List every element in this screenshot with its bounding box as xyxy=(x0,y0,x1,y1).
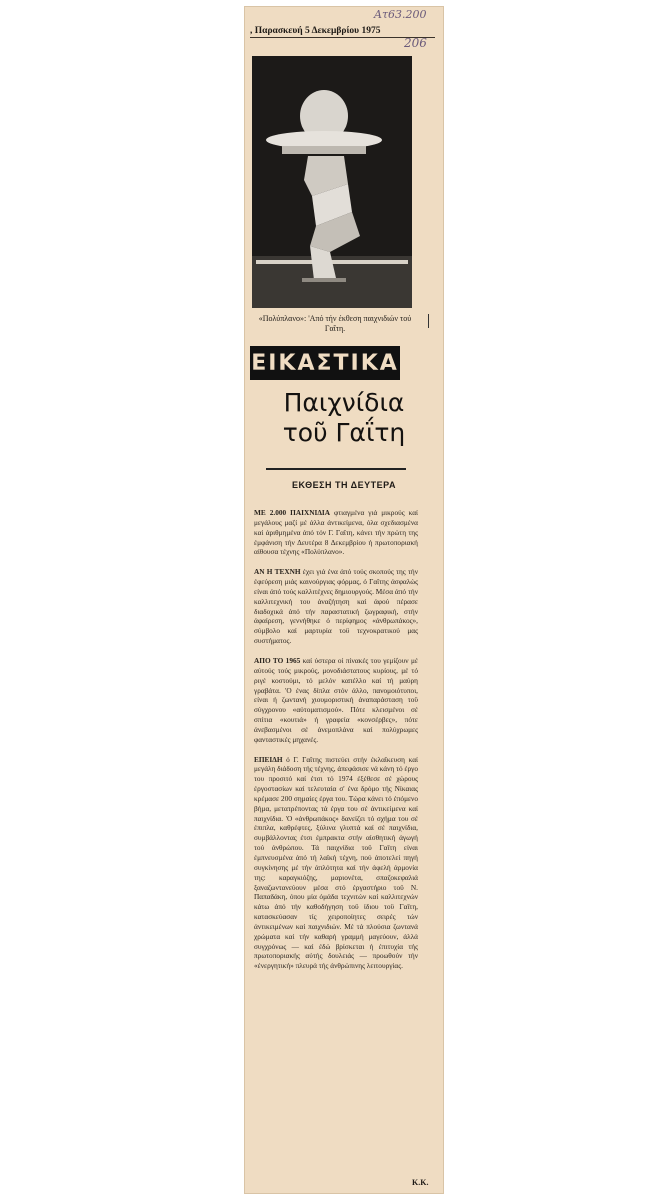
caption-mark xyxy=(428,314,429,328)
handwritten-page-number: 206 xyxy=(404,36,427,50)
paragraph-text: καί ύστερα οί πίνακές του γεμίζουν μέ αύτούς τούς μικρούς, μονοδιάστατους κυρίους, μέ τό ριγέ κοστούμι, τό μελόν καπέλλο καί τή μαύρη γραβάτα. 'Ο ένας δίπλα στόν άλλο, πανομοιότυποι, είναι ή ζωντανή χιουμοριστική άναπαράσταση τοϋ σύγχρονου «αύτοματισμού». Πότε κλεισμένοι σέ σπίτια «κουτιά» ή γραφεία «κονσέρβες», πότε άνεβασμένοι σέ άνεμοπλάνα καί πολύχρωμες φανταστικές μηχανές. xyxy=(254,655,418,744)
paragraph xyxy=(254,755,418,972)
paragraph xyxy=(254,567,418,646)
subheadline: ΕΚΘΕΣΗ ΤΗ ΔΕΥΤΕΡΑ xyxy=(292,480,396,490)
paragraph-lead: ΑΝ Η ΤΕΧΝΗ xyxy=(254,567,301,577)
handwritten-reference: Ατ63.200 xyxy=(374,8,427,21)
article-body xyxy=(254,508,418,981)
paragraph-text: φτιαγμένα γιά μικρούς καί μεγάλους μαζί μέ άλλα άντικείμενα, όλα σχεδιασμένα καί άριθμημένα άπό τόν Γ. Γαΐτη, κάνει τήν πρώτη της έμφάνιση τήν Δευτέρα 8 Δεκεμβρίου ή πρωτοποριακή αίθουσα τέχνης «Πολύπλανο». xyxy=(254,508,418,557)
author-signature: Κ.Κ. xyxy=(412,1178,429,1187)
paragraph-text: έχει γιά ένα άπό τούς σκοπούς της τήν έφεύρεση μιάς καινούργιας φόρμας, ό Γαΐτης άσφαλώς είναι άπό τούς καλλιτέχνες δημιουργούς. Μέσα άπό τήν καλλιτεχνική του άναζήτηση καί άφού πέρασε διαδοχικά άπό τήν παραστατική ζωγραφική, στήν άφαίρεση, γεννήθηκε ό περίφημος «άνθρωπάκος», σύμβολο καί μαρτυρία τοϋ τεχνοκρατικού μας συστήματος. xyxy=(254,567,418,646)
paragraph-lead: ΕΠΕΙΔΗ xyxy=(254,754,283,764)
photo-caption: «Πολύπλανο»: 'Από τήν έκθεση παιχνιδιών τού Γαΐτη. xyxy=(258,314,412,333)
dateline: , Παρασκευή 5 Δεκεμβρίου 1975 xyxy=(250,26,435,38)
headline-line-2: τοῦ Γαΐτη xyxy=(282,418,406,447)
newspaper-clipping xyxy=(244,6,444,1194)
section-label: ΕΙΚΑΣΤΙΚΑ xyxy=(250,346,400,380)
headline-line-1: Παιχνίδια xyxy=(283,388,405,417)
paragraph-lead: ΑΠΟ ΤΟ 1965 xyxy=(254,655,301,665)
article-photo xyxy=(252,56,412,308)
paragraph-text: ό Γ. Γαΐτης πιστεύει στήν έκλαΐκευση καί μεγάλη διάδοση τής τέχνης, άπεφάσισε νά κάνη τό έργο του προσιτό καί έτσι τό 1974 έξέθεσε σέ χώρους έργοστασίων καί τελευταία σ' ένα δρόμο τής Νίκαιας κρέμασε 200 σημαίες έργα του. Τώρα κάνει τό έπόμενο βήμα, μετατρέποντας τά έργα του σέ άντικείμενα καί παιχνίδια. 'Ο «άνθρωπάκος» δανείζει τό σχήμα του σέ έπιπλα, καθρέφτες, ξύλινα γλυπτά καί σέ παιχνίδια, συμβάλλοντας έτσι έμπρακτα στήν αίσθητική άγωγή τού άνθρώπου. Τά παιχνίδια τοϋ Γαΐτη είναι έμπνευσμένα άπό τή λαϊκή τέχνη, πού άποτελεί πηγή συγκίνησης μέ τήν άπλότητα καί τήν άφελή άρμονία της: καραγκιόζης, μαριονέτα, σπαζοκεφαλιά ξαναζωντανεύουν μέσα στό έργαστήριο τοϋ Ν. Παπαδάκη, όπου μία όμάδα τεχνιτών καί καλλιτεχνών κάτω άπό τήν καθοδήγηση τοϋ ίδιου τοϋ Γαΐτη, κατασκεύασαν τίς χειροποίητες σειρές τών άντικειμένων καί παιχνιδιών. Μέ τά πλούσια ζωντανά χρώματα καί τήν καθαρή γραμμή μαγεύουν, άλλά συγχρόνως — καί έδώ βρίσκεται ή έπιτυχία τής πρωτοποριακής αύτής δουλειάς — προωθούν τήν «ένεργητική» πλευρά τής άνθρώπινης λειτουργίας. xyxy=(254,754,419,971)
sculpture-figure-image xyxy=(252,56,412,308)
paragraph-lead: ΜΕ 2.000 ΠΑΙΧΝΙΔΙΑ xyxy=(254,508,331,517)
headline xyxy=(244,388,444,448)
paragraph xyxy=(254,656,418,745)
paragraph xyxy=(254,508,418,557)
headline-divider xyxy=(266,468,406,470)
